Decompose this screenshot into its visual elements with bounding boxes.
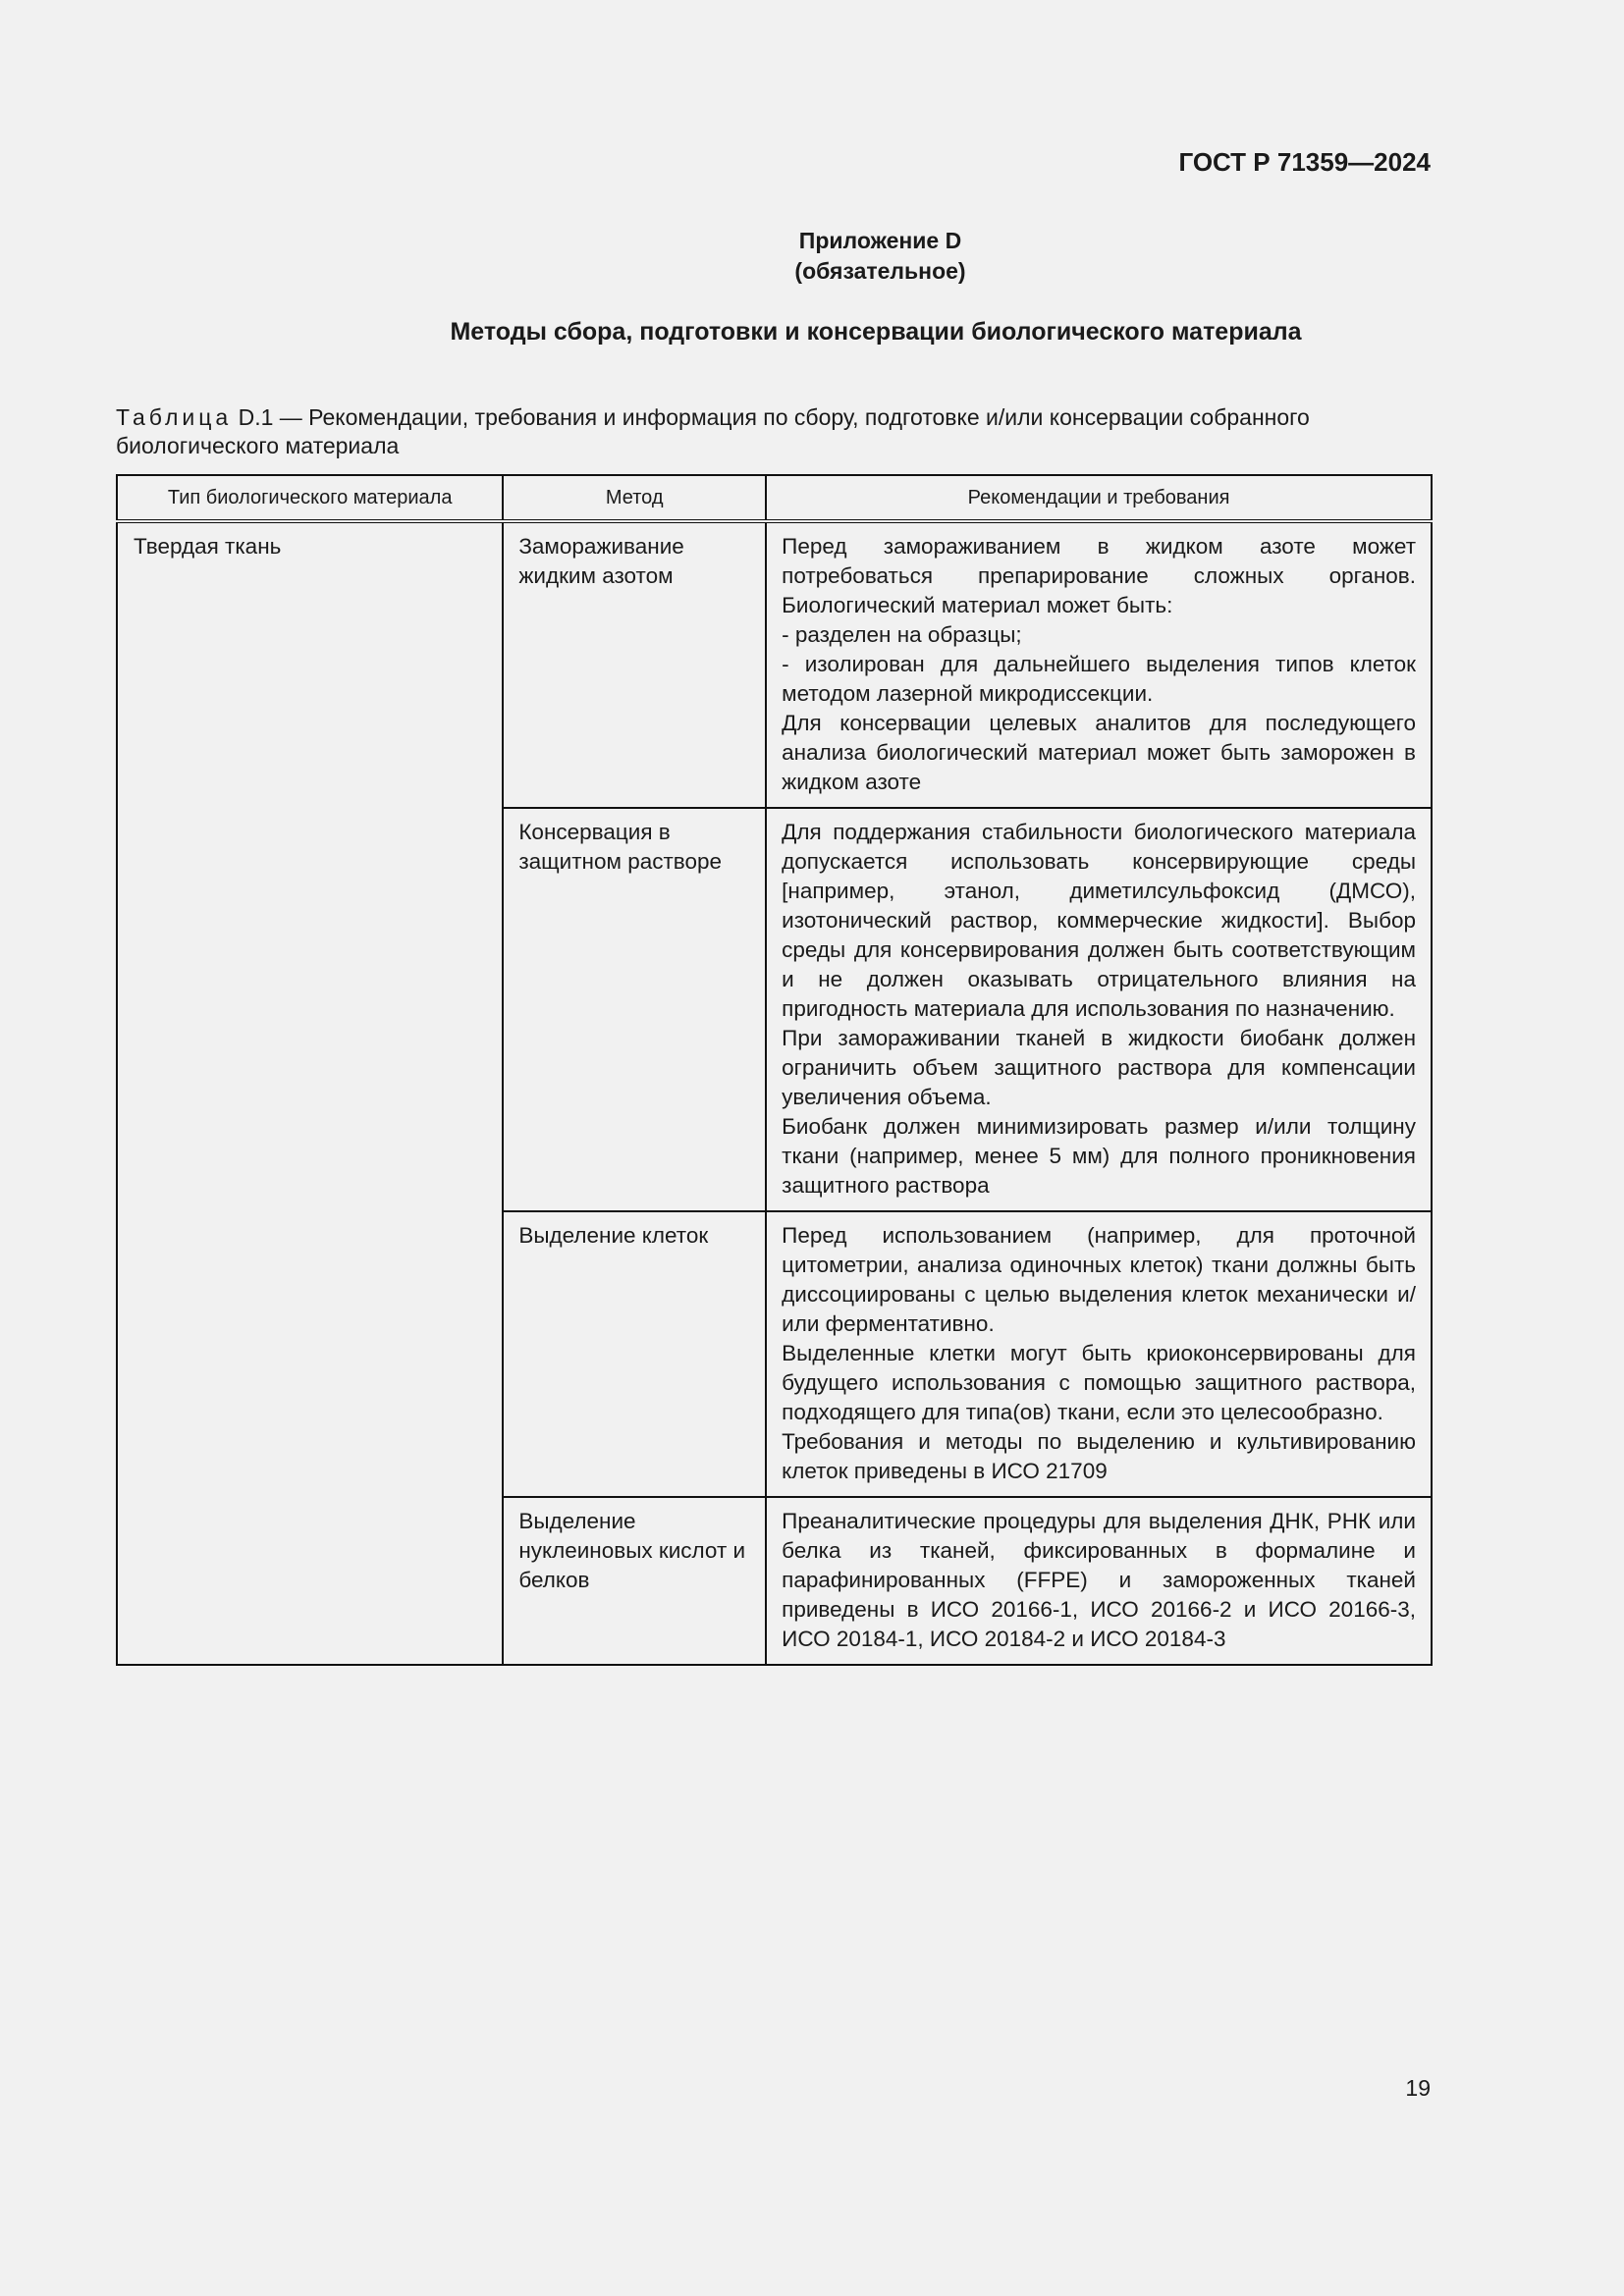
recommendation-line: Перед использованием (например, для проточной цитометрии, анализа одиночных клеток) ткани должны быть диссоциированы с целью выделения клеток механически и/или ферментативно.	[782, 1223, 1416, 1336]
recommendation-line: При замораживании тканей в жидкости биобанк должен ограничить объем защитного раствора для компенсации увеличения объема.	[782, 1026, 1416, 1109]
table-caption-text: D.1 — Рекомендации, требования и информация по сбору, подготовке и/или консервации собранного биологического материала	[116, 404, 1310, 458]
recommendation-line: Перед замораживанием в жидком азоте может потребоваться препарирование сложных органов. Биологический материал может быть:	[782, 534, 1416, 617]
column-header-method: Метод	[503, 475, 766, 521]
recommendation-line: Для консервации целевых аналитов для последующего анализа биологический материал может быть заморожен в жидком азоте	[782, 711, 1416, 794]
recommendations-cell	[766, 1211, 1432, 1497]
appendix-heading	[0, 226, 1624, 287]
recommendations-cell	[766, 1497, 1432, 1665]
page-number: 19	[1405, 2075, 1431, 2101]
recommendation-line: Биобанк должен минимизировать размер и/или толщину ткани (например, менее 5 мм) для полного проникновения защитного раствора	[782, 1114, 1416, 1198]
data-table	[116, 474, 1433, 1666]
table-caption-label: Таблица	[116, 404, 233, 430]
recommendations-cell	[766, 808, 1432, 1211]
recommendation-line: - изолирован для дальнейшего выделения типов клеток методом лазерной микродиссекции.	[782, 652, 1416, 706]
appendix-title: Приложение D	[798, 228, 962, 253]
appendix-status: (обязательное)	[794, 258, 966, 284]
method-cell: Консервация в защитном растворе	[503, 808, 766, 1211]
column-header-type: Тип биологического материала	[117, 475, 503, 521]
document-code: ГОСТ Р 71359—2024	[1178, 147, 1431, 177]
table-caption	[116, 403, 1432, 460]
section-title: Методы сбора, подготовки и консервации биологического материала	[450, 318, 1302, 346]
table-header-row	[117, 475, 1432, 521]
method-cell: Выделение нуклеиновых кислот и белков	[503, 1497, 766, 1665]
method-cell: Замораживание жидким азотом	[503, 521, 766, 808]
table-row	[117, 521, 1432, 808]
recommendation-line: Преаналитические процедуры для выделения ДНК, РНК или белка из тканей, фиксированных в формалине и парафинированных (FFPE) и замороженных тканей приведены в ИСО 20166-1, ИСО 20166-2 и ИСО 20166-3, ИСО 20184-1, ИСО 20184-2 и ИСО 20184-3	[782, 1509, 1416, 1651]
method-cell: Выделение клеток	[503, 1211, 766, 1497]
recommendation-line: Выделенные клетки могут быть криоконсервированы для будущего использования с помощью защитного раствора, подходящего для типа(ов) ткани, если это целесообразно.	[782, 1341, 1416, 1424]
recommendations-cell	[766, 521, 1432, 808]
material-type-cell: Твердая ткань	[117, 521, 503, 1665]
recommendation-line: Требования и методы по выделению и культивированию клеток приведены в ИСО 21709	[782, 1429, 1416, 1483]
recommendation-line: - разделен на образцы;	[782, 622, 1022, 647]
column-header-recommendations: Рекомендации и требования	[766, 475, 1432, 521]
recommendation-line: Для поддержания стабильности биологического материала допускается использовать консервирующие среды [например, этанол, диметилсульфоксид (ДМСО), изотонический раствор, коммерческие жидкости]. Выбор среды для консервирования должен быть соответствующим и не должен оказывать отрицательного влияния на пригодность материала для использования по назначению.	[782, 820, 1416, 1021]
